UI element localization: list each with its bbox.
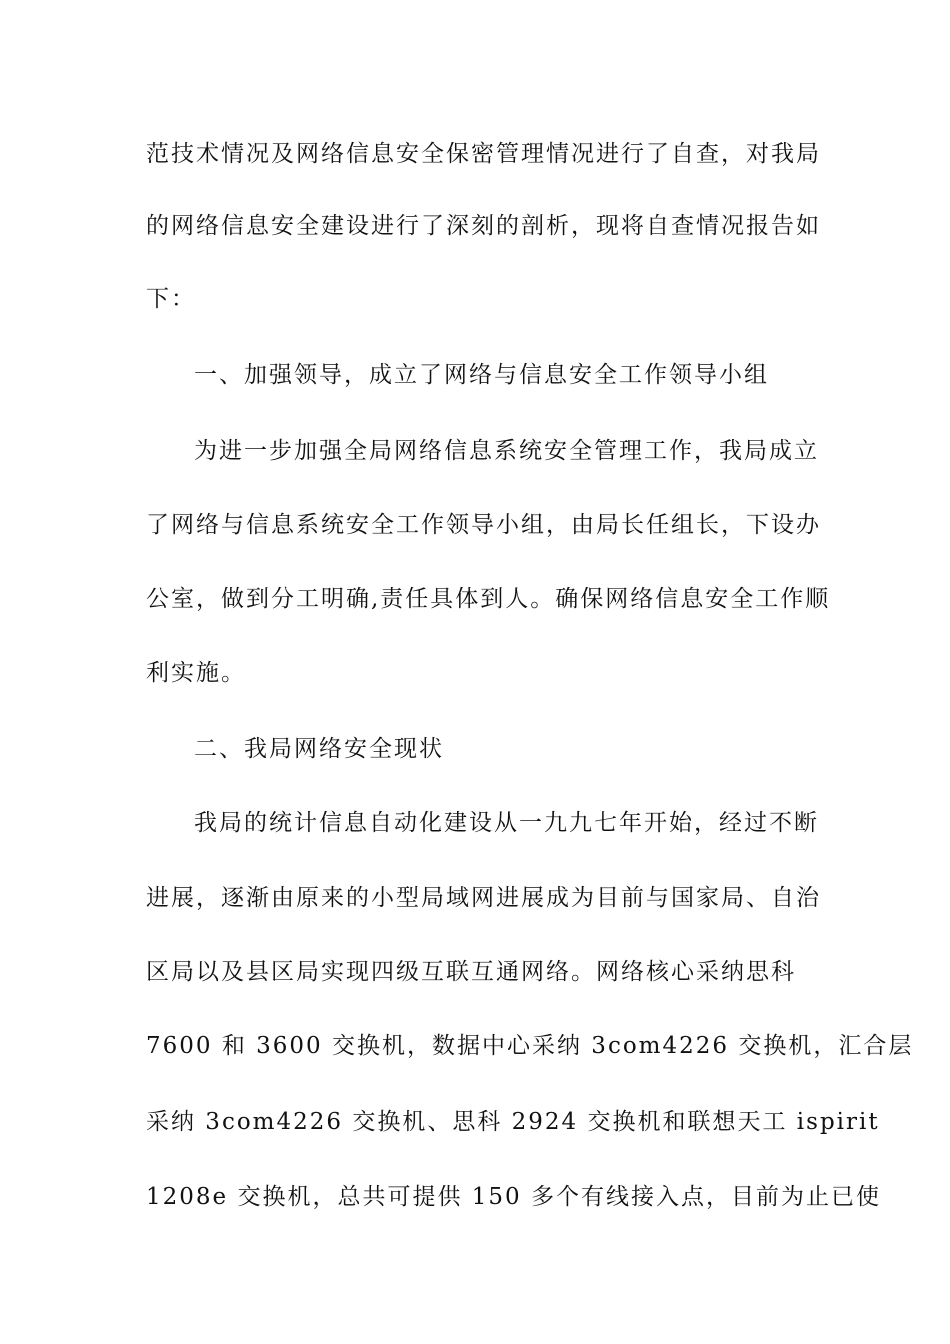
- text-line-13: 7600 和 3600 交换机，数据中心采纳 3com4226 交换机，汇合层: [146, 1033, 914, 1059]
- text-line-2: 的网络信息安全建设进行了深刻的剖析，现将自查情况报告如: [146, 213, 821, 239]
- text-line-1: 范技术情况及网络信息安全保密管理情况进行了自查，对我局: [146, 141, 821, 167]
- text-line-12: 区局以及县区局实现四级互联互通网络。网络核心采纳思科: [146, 959, 796, 985]
- text-line-14: 采纳 3com4226 交换机、思科 2924 交换机和联想天工 ispirit: [146, 1109, 880, 1135]
- text-line-11: 进展，逐渐由原来的小型局域网进展成为目前与国家局、自治: [146, 885, 821, 911]
- text-line-5: 为进一步加强全局网络信息系统安全管理工作，我局成立: [194, 438, 819, 464]
- text-line-8: 利实施。: [146, 660, 246, 686]
- text-line-10: 我局的统计信息自动化建设从一九九七年开始，经过不断: [194, 810, 819, 836]
- text-line-7: 公室，做到分工明确,责任具体到人。确保网络信息安全工作顺: [146, 586, 831, 612]
- section-heading-2: 二、我局网络安全现状: [194, 736, 444, 762]
- section-heading-1: 一、加强领导，成立了网络与信息安全工作领导小组: [194, 362, 769, 388]
- text-line-6: 了网络与信息系统安全工作领导小组，由局长任组长，下设办: [146, 512, 821, 538]
- text-line-3: 下：: [146, 286, 196, 312]
- text-line-15: 1208e 交换机，总共可提供 150 多个有线接入点，目前为止已使: [146, 1184, 881, 1210]
